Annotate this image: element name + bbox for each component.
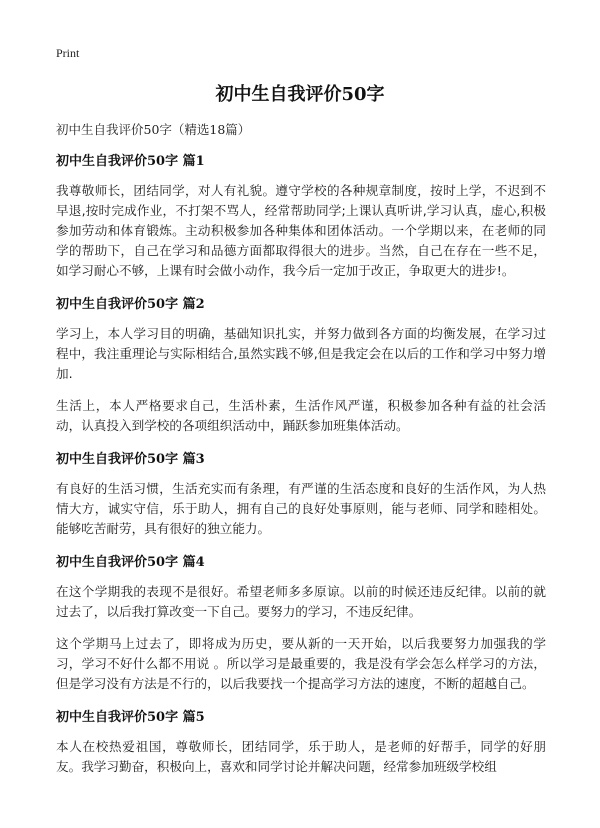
section-heading: 初中生自我评价50字 篇1: [56, 154, 205, 169]
paragraph: 这个学期马上过去了，即将成为历史，要从新的一天开始，以后我要努力加强我的学习，学习不好什么都不用说 。所以学习是最重要的，我是没有学会怎么样学习的方法，但是学习没有方法是不行的，以后我要找一个提高学习方法的速度，不断的超越自己。: [56, 636, 546, 691]
section-heading: 初中生自我评价50字 篇2: [56, 297, 205, 312]
section-heading: 初中生自我评价50字 篇5: [56, 710, 205, 725]
article-body: [56, 150, 546, 789]
section-3: [56, 448, 546, 539]
section-1: [56, 150, 546, 281]
paragraph: 我尊敬师长，团结同学，对人有礼貌。遵守学校的各种规章制度，按时上学，不迟到不早退,按时完成作业，不打架不骂人，经常帮助同学;上课认真听讲,学习认真，虚心,积极参加劳动和体育锻炼。主动积极参加各种集体和团体活动。一个学期以来，在老师的同学的帮助下，自己在学习和品德方面都取得很大的进步。当然，自己在存在一些不足，如学习耐心不够，上课有时会做小动作，我今后一定加于改正，争取更大的进步!。: [56, 183, 546, 278]
paragraph: 生活上，本人严格要求自己，生活朴素，生活作风严谨，积极参加各种有益的社会活动，认真投入到学校的各项组织活动中，踊跃参加班集体活动。: [56, 398, 546, 433]
section-heading: 初中生自我评价50字 篇3: [56, 452, 205, 467]
paragraph: 本人在校热爱祖国，尊敬师长，团结同学，乐于助人，是老师的好帮手，同学的好朋友。我学习勤奋，积极向上，喜欢和同学讨论并解决问题，经常参加班级学校组: [56, 739, 546, 774]
page-title: 初中生自我评价50字: [215, 84, 385, 105]
print-link[interactable]: Print: [56, 46, 80, 60]
section-5: [56, 706, 546, 777]
section-heading: 初中生自我评价50字 篇4: [56, 555, 205, 570]
paragraph: 学习上，本人学习目的明确，基础知识扎实，并努力做到各方面的均衡发展，在学习过程中，我注重理论与实际相结合,虽然实践不够,但是我定会在以后的工作和学习中努力增加.: [56, 326, 546, 381]
paragraph: 在这个学期我的表现不是很好。希望老师多多原谅。以前的时候还违反纪律。以前的就过去了，以后我打算改变一下自己。要努力的学习，不违反纪律。: [56, 584, 546, 619]
page-subtitle: 初中生自我评价50字（精选18篇）: [56, 122, 251, 137]
section-4: [56, 551, 546, 694]
paragraph: 有良好的生活习惯，生活充实而有条理，有严谨的生活态度和良好的生活作风，为人热情大方，诚实守信，乐于助人，拥有自己的良好处事原则，能与老师、同学和睦相处。能够吃苦耐劳，具有很好的独立能力。: [56, 481, 546, 536]
section-2: [56, 293, 546, 436]
